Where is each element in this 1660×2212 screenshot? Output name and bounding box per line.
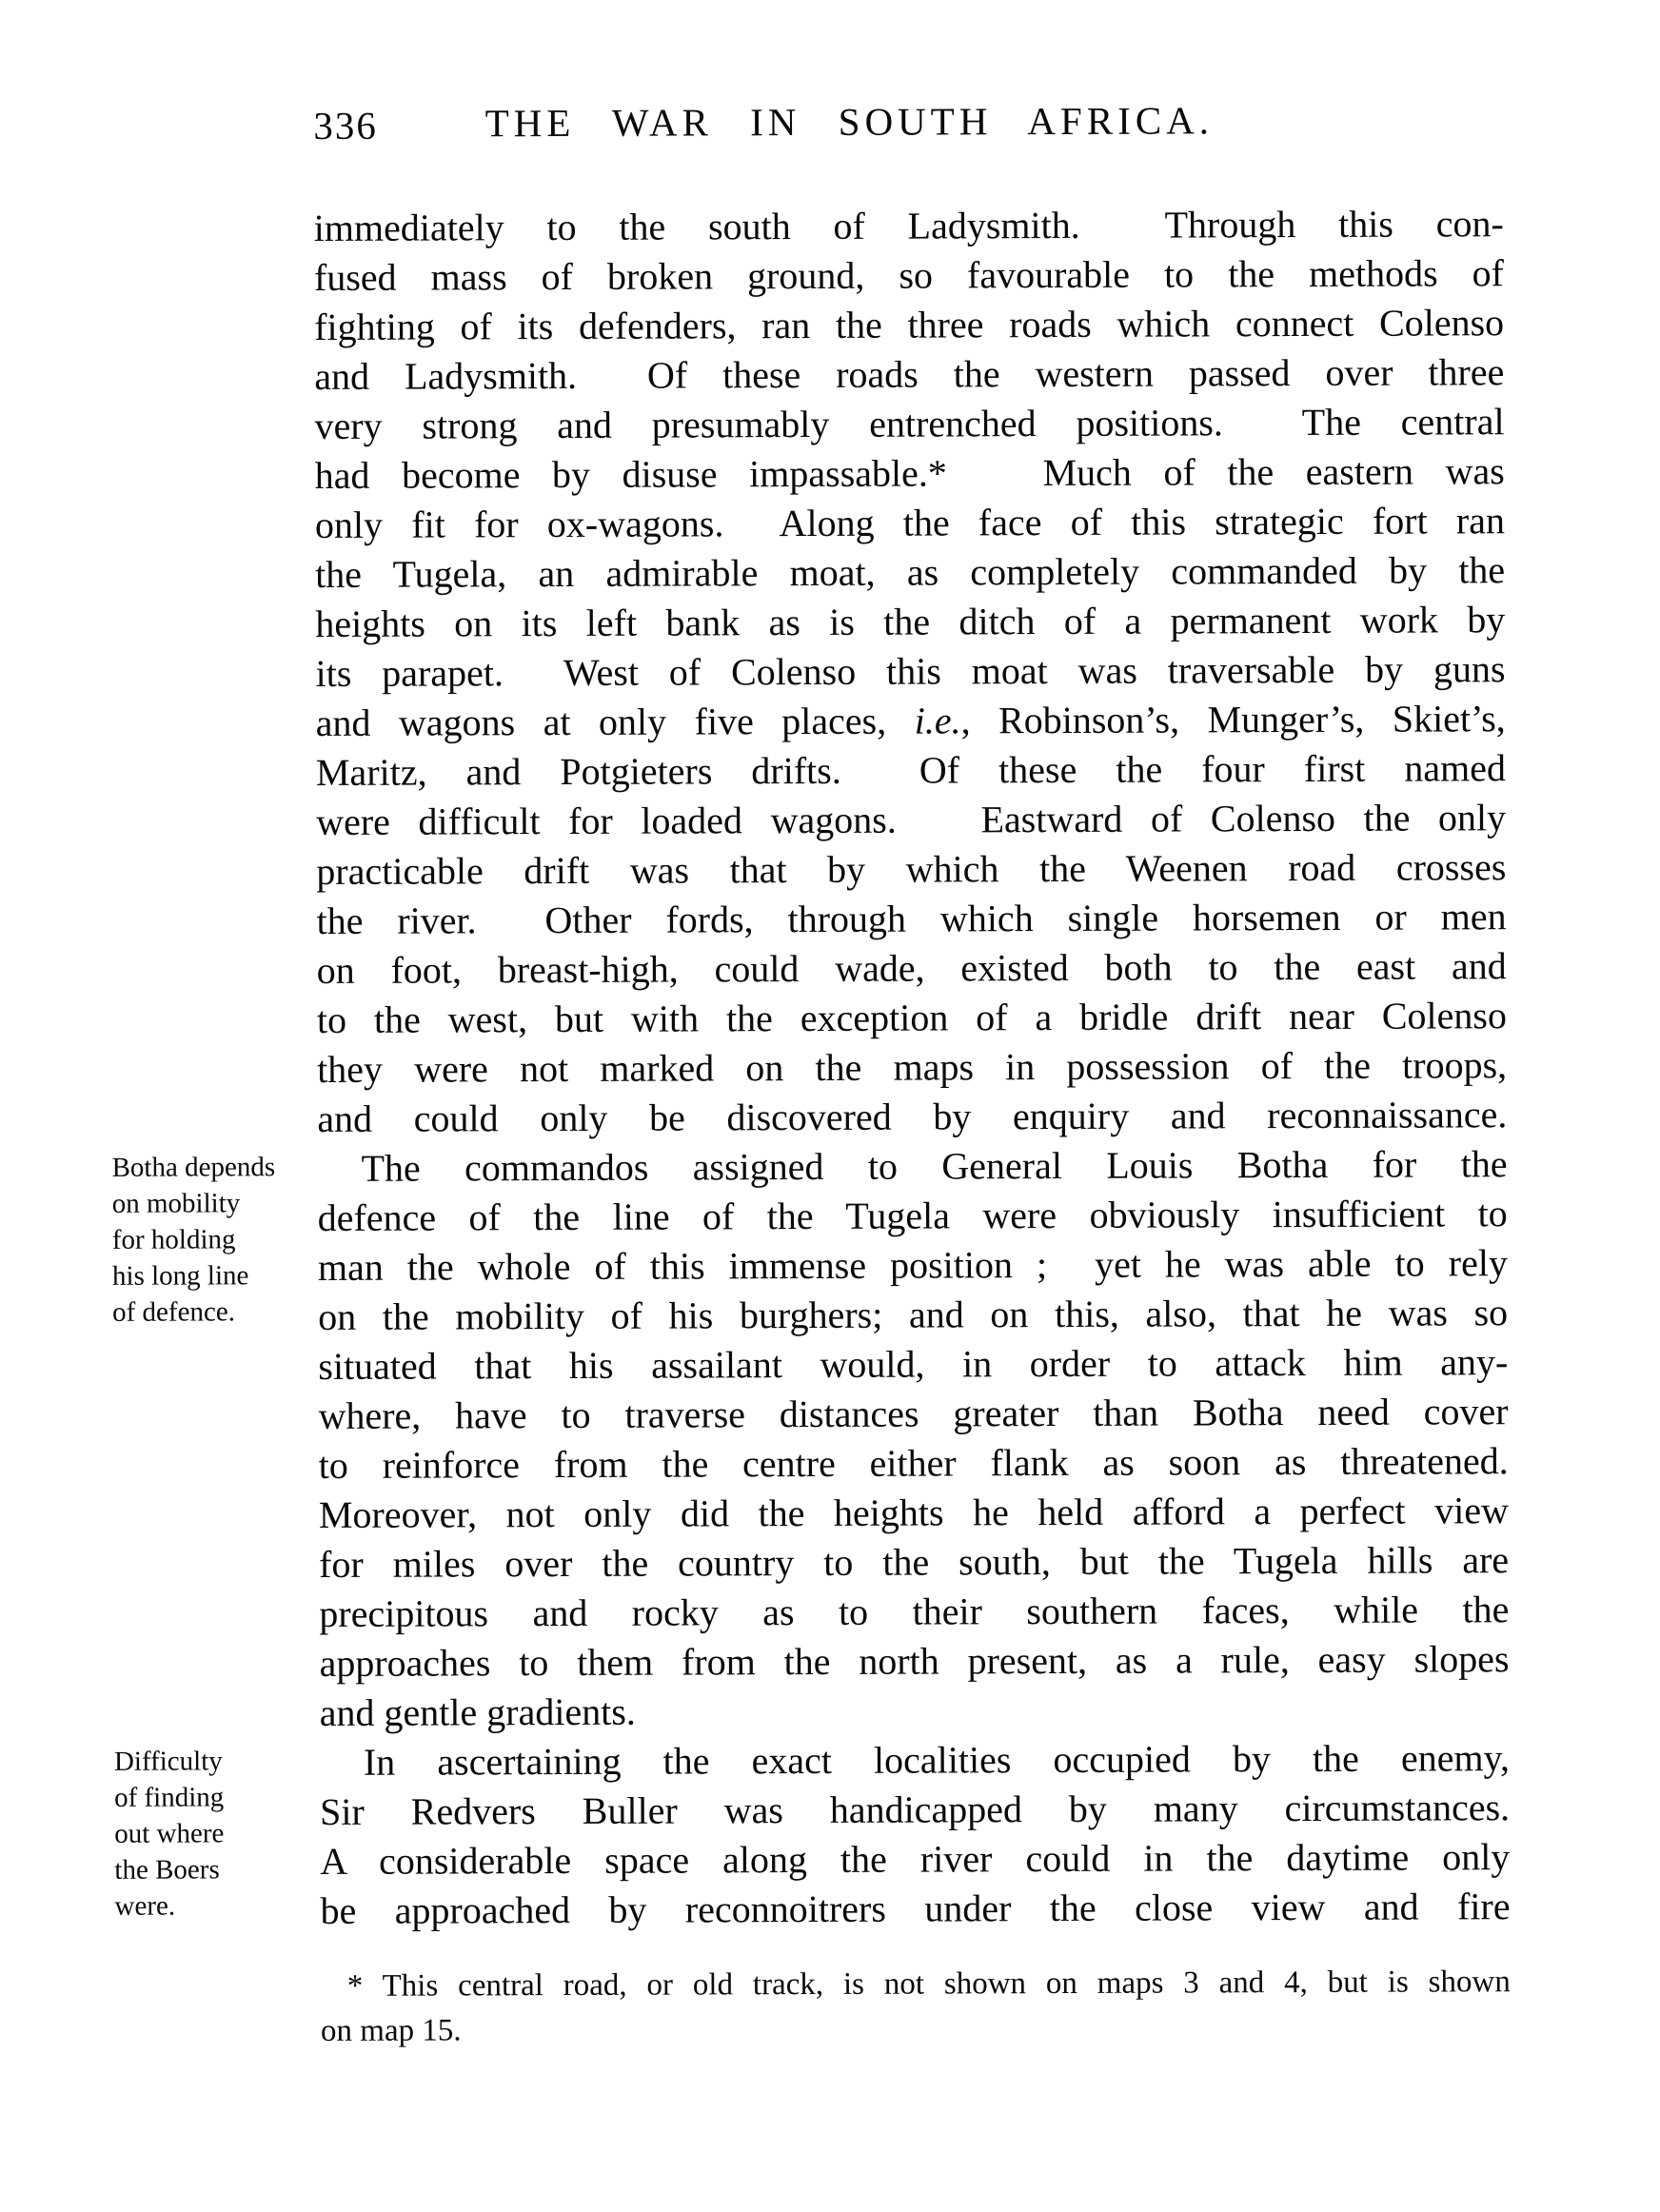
margin-note-line: of finding <box>114 1782 225 1813</box>
page-title: THE WAR IN SOUTH AFRICA. <box>484 98 1215 146</box>
text-line: where, have to traverse distances greater than Botha need cover <box>318 1390 1509 1437</box>
paragraph <box>314 199 1508 1144</box>
page-scan <box>0 96 1660 2056</box>
footnote <box>321 1960 1511 2054</box>
text-line: Moreover, not only did the heights he held afford a perfect view <box>318 1489 1510 1536</box>
margin-note-line: his long line <box>111 1260 249 1292</box>
text-line: heights on its left bank as is the ditch of a permanent work by <box>315 598 1506 645</box>
text-line: approaches to them from the north present, as a rule, easy slopes <box>319 1637 1510 1685</box>
text-line: Sir Redvers Buller was handicapped by many circumstances. <box>320 1786 1511 1833</box>
margin-note-line: Botha depends <box>111 1152 276 1183</box>
text-line: were difficult for loaded wagons. Eastward of Colenso the only <box>316 796 1507 843</box>
text-line: In ascertaining the exact localities occupied by the enemy, <box>363 1736 1511 1784</box>
text-line: only fit for ox-wagons. Along the face of this strategic fort ran <box>314 499 1506 546</box>
text-line: The commandos assigned to General Louis Botha for the <box>361 1142 1508 1190</box>
running-head <box>313 96 1503 150</box>
text-body <box>111 199 1511 1936</box>
text-line: to reinforce from the centre either flank as soon as threatened. <box>318 1439 1509 1487</box>
text-line: fused mass of broken ground, so favourable to the methods of <box>313 251 1505 299</box>
text-line: the Tugela, an admirable moat, as completely commanded by the <box>315 548 1506 596</box>
text-line: immediately to the south of Ladysmith. Through this con- <box>313 202 1504 250</box>
text-line: and could only be discovered by enquiry and reconnaissance. <box>317 1093 1508 1140</box>
text-line: to the west, but with the exception of a bridle drift near Colenso <box>316 994 1508 1041</box>
margin-note-line: Difficulty <box>113 1746 223 1777</box>
text-line: and wagons at only five places, i.e., Robinson’s, Munger’s, Skiet’s, <box>315 697 1506 744</box>
text-line: and Ladysmith. Of these roads the western passed over three <box>314 350 1505 398</box>
text-line: on foot, breast-high, could wade, existed both to the east and <box>316 944 1507 992</box>
text-line: very strong and presumably entrenched positions. The central <box>314 400 1505 447</box>
text-line: its parapet. West of Colenso this moat was traversable by guns <box>315 647 1506 695</box>
text-line: for miles over the country to the south, but the Tugela hills are <box>319 1538 1510 1586</box>
text-line: defence of the line of the Tugela were obviously insufficient to <box>317 1192 1508 1239</box>
page-number: 336 <box>313 103 378 148</box>
paragraph <box>111 1139 1510 1738</box>
text-line: the river. Other fords, through which single horsemen or men <box>316 895 1507 942</box>
margin-note-line: out where <box>114 1818 225 1849</box>
margin-note-line: for holding <box>111 1224 236 1255</box>
text-line: had become by disuse impassable.* Much of the eastern was <box>314 449 1505 497</box>
text-line: man the whole of this immense position ; yet he was able to rely <box>317 1241 1509 1289</box>
text-line: fighting of its defenders, ran the three roads which connect Colenso <box>314 301 1505 348</box>
text-line: A considerable space along the river could in the daytime only <box>320 1835 1511 1883</box>
margin-note-line: the Boers <box>114 1854 220 1886</box>
text-line: Maritz, and Potgieters drifts. Of these the four first named <box>315 746 1507 794</box>
text-line: * This central road, or old track, is not shown on maps 3 and 4, but is shown <box>346 1965 1511 2004</box>
margin-note-line: of defence. <box>112 1296 235 1328</box>
text-line: and gentle gradients. <box>319 1689 636 1734</box>
text-line: on map 15. <box>320 2013 462 2048</box>
text-line: they were not marked on the maps in possession of the troops, <box>317 1043 1508 1091</box>
text-line: be approached by reconnoitrers under the close view and fire <box>320 1885 1511 1932</box>
paragraph <box>113 1733 1511 1936</box>
text-line: situated that his assailant would, in order to attack him any- <box>318 1340 1509 1388</box>
margin-note <box>111 1149 310 1331</box>
margin-note-line: on mobility <box>111 1188 241 1219</box>
text-line: practicable drift was that by which the Weenen road crosses <box>316 845 1507 893</box>
margin-note-line: were. <box>114 1890 176 1922</box>
text-line: precipitous and rocky as to their southern faces, while the <box>319 1588 1510 1635</box>
margin-note <box>114 1743 313 1925</box>
text-line: on the mobility of his burghers; and on this, also, that he was so <box>318 1291 1509 1338</box>
